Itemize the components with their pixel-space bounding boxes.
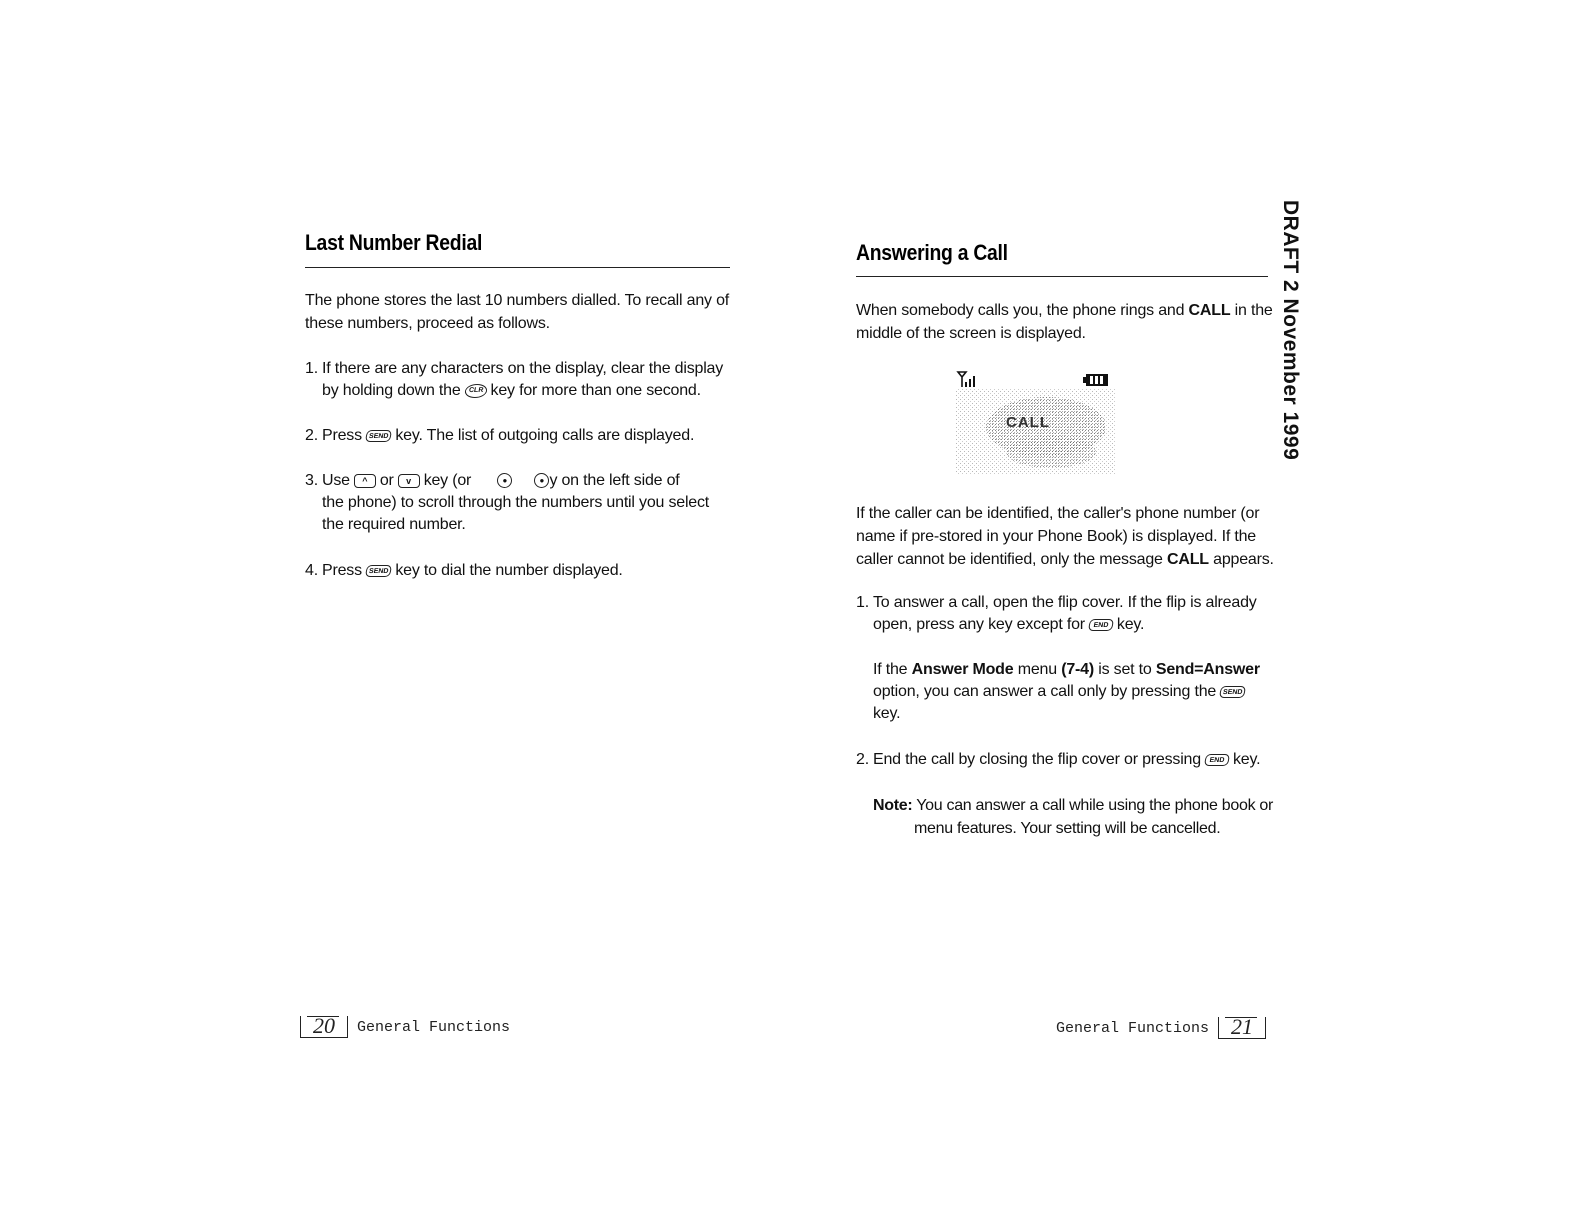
- down-key-icon: v: [398, 474, 420, 488]
- phone-screen-illustration: [956, 367, 1131, 477]
- title-rule: [856, 276, 1268, 277]
- draft-watermark: DRAFT 2 November 1999: [1279, 200, 1302, 461]
- side-key-down-icon: ●: [534, 473, 549, 488]
- send-key-icon: SEND: [1219, 686, 1247, 698]
- note: Note: You can answer a call while using the phone book or menu features. Your setting will be cancelled.: [873, 797, 1274, 837]
- page-number: 20: [300, 1016, 348, 1038]
- right-footer: [1056, 1014, 1266, 1039]
- up-key-icon: ^: [354, 474, 376, 488]
- intro-paragraph: The phone stores the last 10 numbers dialled. To recall any of these numbers, proceed as follows.: [305, 292, 730, 332]
- footer-label: General Functions: [357, 1018, 511, 1036]
- signal-icon: [958, 372, 975, 387]
- send-key-icon: SEND: [365, 565, 393, 577]
- left-footer: [300, 1013, 511, 1038]
- title-rule: [305, 267, 730, 268]
- section-title-answering-a-call: Answering a Call: [856, 240, 1008, 265]
- intro-paragraph: When somebody calls you, the phone rings and CALL in the middle of the screen is displayed.: [856, 302, 1273, 342]
- section-title-last-number-redial: Last Number Redial: [305, 230, 483, 255]
- note-label: Note:: [873, 797, 913, 814]
- page-number: 21: [1218, 1017, 1266, 1039]
- end-key-icon: END: [1204, 754, 1230, 766]
- footer-label: General Functions: [1056, 1019, 1210, 1037]
- clr-key-icon: CLR: [463, 384, 487, 398]
- side-key-up-icon: ●: [497, 473, 512, 488]
- battery-icon: [1083, 374, 1108, 386]
- end-key-icon: END: [1088, 619, 1114, 631]
- screen-call-text: CALL: [1006, 414, 1050, 431]
- caller-paragraph: If the caller can be identified, the caller's phone number (or name if pre-stored in your Phone Book) is displayed. If the caller cannot be identified, only the message CALL appears.: [856, 505, 1274, 568]
- send-key-icon: SEND: [365, 430, 393, 442]
